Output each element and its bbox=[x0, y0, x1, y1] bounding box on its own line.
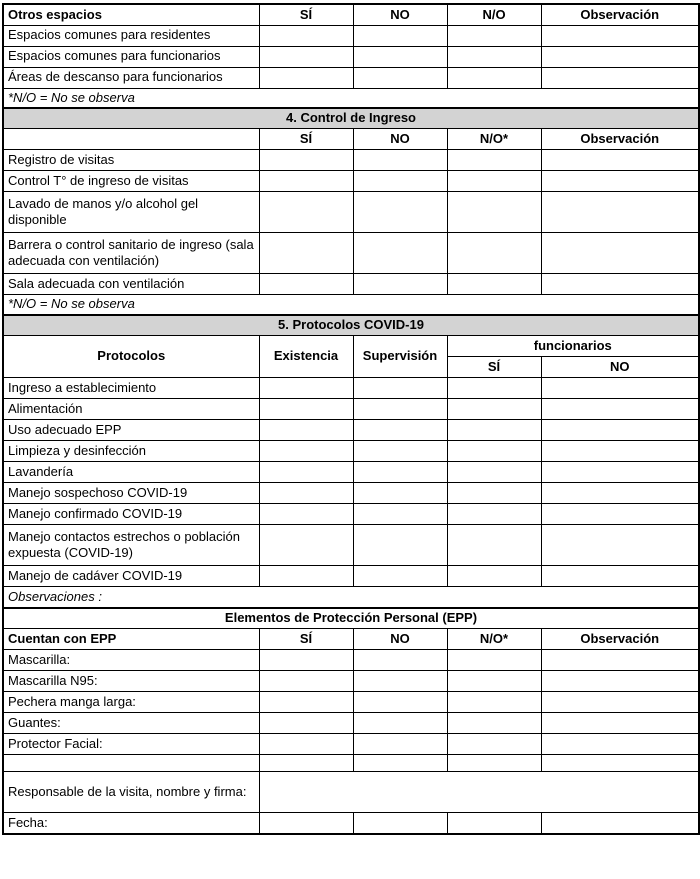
row-label: Manejo sospechoso COVID-19 bbox=[3, 483, 259, 504]
cell-funcionarios-no[interactable] bbox=[541, 462, 699, 483]
table-row bbox=[3, 378, 699, 399]
table-row bbox=[3, 171, 699, 192]
row-label: Uso adecuado EPP bbox=[3, 420, 259, 441]
cell-no[interactable] bbox=[353, 67, 447, 88]
row-label: Alimentación bbox=[3, 399, 259, 420]
table-row bbox=[3, 420, 699, 441]
cell-no[interactable] bbox=[353, 25, 447, 46]
cell-no-observa[interactable] bbox=[447, 67, 541, 88]
cell-no-observa[interactable] bbox=[447, 650, 541, 671]
row-label: Áreas de descanso para funcionarios bbox=[3, 67, 259, 88]
epp-header-label: Cuentan con EPP bbox=[3, 629, 259, 650]
signature-area[interactable] bbox=[259, 772, 699, 813]
cell-si[interactable] bbox=[259, 150, 353, 171]
table-row bbox=[3, 462, 699, 483]
table-row bbox=[3, 399, 699, 420]
cell-si[interactable] bbox=[259, 46, 353, 67]
cell-supervision[interactable] bbox=[353, 483, 447, 504]
table-row bbox=[3, 713, 699, 734]
otros-espacios-header-label: Otros espacios bbox=[3, 4, 259, 25]
row-label: Lavandería bbox=[3, 462, 259, 483]
cell-no-observa[interactable] bbox=[447, 233, 541, 274]
covid-inspection-form bbox=[2, 3, 700, 835]
table-row bbox=[3, 192, 699, 233]
cell-si[interactable] bbox=[259, 192, 353, 233]
cell-no[interactable] bbox=[353, 734, 447, 755]
fecha-cell[interactable] bbox=[259, 813, 353, 834]
empty-cell[interactable] bbox=[259, 755, 353, 772]
cell-existencia[interactable] bbox=[259, 504, 353, 525]
cell-observacion[interactable] bbox=[541, 46, 699, 67]
row-label: Sala adecuada con ventilación bbox=[3, 274, 259, 295]
col-header-no: NO bbox=[353, 4, 447, 25]
cell-observacion[interactable] bbox=[541, 734, 699, 755]
empty-cell[interactable] bbox=[353, 755, 447, 772]
table-row bbox=[3, 671, 699, 692]
fecha-label: Fecha: bbox=[3, 813, 259, 834]
cell-no[interactable] bbox=[353, 671, 447, 692]
cell-supervision[interactable] bbox=[353, 420, 447, 441]
cell-supervision[interactable] bbox=[353, 462, 447, 483]
cell-no-observa[interactable] bbox=[447, 692, 541, 713]
col-header-si: SÍ bbox=[259, 129, 353, 150]
table-row bbox=[3, 67, 699, 88]
empty-cell[interactable] bbox=[3, 755, 259, 772]
col-header-existencia: Existencia bbox=[259, 336, 353, 378]
cell-no-observa[interactable] bbox=[447, 274, 541, 295]
col-header-no-observa: N/O* bbox=[447, 129, 541, 150]
cell-funcionarios-no[interactable] bbox=[541, 504, 699, 525]
col-header-no: NO bbox=[353, 129, 447, 150]
cell-no-observa[interactable] bbox=[447, 671, 541, 692]
cell-no[interactable] bbox=[353, 692, 447, 713]
cell-si[interactable] bbox=[259, 233, 353, 274]
cell-observacion[interactable] bbox=[541, 274, 699, 295]
cell-supervision[interactable] bbox=[353, 441, 447, 462]
footnote-no-observa: *N/O = No se observa bbox=[3, 295, 699, 315]
cell-supervision[interactable] bbox=[353, 525, 447, 566]
col-header-supervision: Supervisión bbox=[353, 336, 447, 378]
cell-observacion[interactable] bbox=[541, 671, 699, 692]
cell-no-observa[interactable] bbox=[447, 46, 541, 67]
cell-funcionarios-si[interactable] bbox=[447, 441, 541, 462]
table-row bbox=[3, 692, 699, 713]
empty-cell[interactable] bbox=[353, 813, 447, 834]
table-row bbox=[3, 755, 699, 772]
row-label: Manejo contactos estrechos o población expuesta (COVID-19) bbox=[3, 525, 259, 566]
cell-funcionarios-si[interactable] bbox=[447, 420, 541, 441]
row-label: Espacios comunes para funcionarios bbox=[3, 46, 259, 67]
cell-observacion[interactable] bbox=[541, 67, 699, 88]
table-row bbox=[3, 772, 699, 813]
cell-observacion[interactable] bbox=[541, 171, 699, 192]
cell-no-observa[interactable] bbox=[447, 150, 541, 171]
row-label: Pechera manga larga: bbox=[3, 692, 259, 713]
cell-funcionarios-si[interactable] bbox=[447, 483, 541, 504]
col-header-observacion: Observación bbox=[541, 4, 699, 25]
row-label: Guantes: bbox=[3, 713, 259, 734]
table-row bbox=[3, 813, 699, 834]
cell-existencia[interactable] bbox=[259, 399, 353, 420]
cell-funcionarios-no[interactable] bbox=[541, 378, 699, 399]
cell-existencia[interactable] bbox=[259, 566, 353, 587]
table-row bbox=[3, 525, 699, 566]
cell-existencia[interactable] bbox=[259, 378, 353, 399]
table-row bbox=[3, 233, 699, 274]
cell-existencia[interactable] bbox=[259, 525, 353, 566]
cell-funcionarios-no[interactable] bbox=[541, 566, 699, 587]
cell-observacion[interactable] bbox=[541, 192, 699, 233]
empty-cell[interactable] bbox=[447, 755, 541, 772]
row-label: Mascarilla: bbox=[3, 650, 259, 671]
cell-no-observa[interactable] bbox=[447, 25, 541, 46]
row-label: Registro de visitas bbox=[3, 150, 259, 171]
row-label: Ingreso a establecimiento bbox=[3, 378, 259, 399]
cell-funcionarios-no[interactable] bbox=[541, 483, 699, 504]
table-row bbox=[3, 150, 699, 171]
cell-si[interactable] bbox=[259, 692, 353, 713]
cell-funcionarios-no[interactable] bbox=[541, 420, 699, 441]
empty-cell[interactable] bbox=[541, 755, 699, 772]
table-row bbox=[3, 274, 699, 295]
table-row bbox=[3, 504, 699, 525]
cell-funcionarios-si[interactable] bbox=[447, 525, 541, 566]
cell-funcionarios-si[interactable] bbox=[447, 504, 541, 525]
cell-existencia[interactable] bbox=[259, 462, 353, 483]
empty-cell[interactable] bbox=[541, 813, 699, 834]
cell-no-observa[interactable] bbox=[447, 192, 541, 233]
cell-funcionarios-no[interactable] bbox=[541, 399, 699, 420]
cell-no[interactable] bbox=[353, 713, 447, 734]
footnote-no-observa: *N/O = No se observa bbox=[3, 88, 699, 108]
row-label: Manejo confirmado COVID-19 bbox=[3, 504, 259, 525]
section-title-epp: Elementos de Protección Personal (EPP) bbox=[3, 608, 699, 629]
table-row bbox=[3, 441, 699, 462]
cell-supervision[interactable] bbox=[353, 566, 447, 587]
cell-funcionarios-si[interactable] bbox=[447, 378, 541, 399]
row-label: Mascarilla N95: bbox=[3, 671, 259, 692]
cell-si[interactable] bbox=[259, 67, 353, 88]
col-header-observacion: Observación bbox=[541, 629, 699, 650]
cell-observacion[interactable] bbox=[541, 713, 699, 734]
cell-observacion[interactable] bbox=[541, 233, 699, 274]
col-header-no: NO bbox=[353, 629, 447, 650]
col-header-si: SÍ bbox=[259, 629, 353, 650]
header-spacer-cell bbox=[3, 129, 259, 150]
cell-si[interactable] bbox=[259, 671, 353, 692]
col-header-funcionarios: funcionarios bbox=[447, 336, 699, 357]
row-label: Protector Facial: bbox=[3, 734, 259, 755]
cell-si[interactable] bbox=[259, 650, 353, 671]
cell-funcionarios-no[interactable] bbox=[541, 441, 699, 462]
cell-si[interactable] bbox=[259, 274, 353, 295]
cell-funcionarios-no[interactable] bbox=[541, 525, 699, 566]
col-header-funcionarios-no: NO bbox=[541, 357, 699, 378]
col-header-observacion: Observación bbox=[541, 129, 699, 150]
cell-no[interactable] bbox=[353, 46, 447, 67]
observaciones-field[interactable]: Observaciones : bbox=[3, 587, 699, 608]
col-header-no-observa: N/O* bbox=[447, 629, 541, 650]
cell-no-observa[interactable] bbox=[447, 171, 541, 192]
col-header-si: SÍ bbox=[259, 4, 353, 25]
cell-funcionarios-si[interactable] bbox=[447, 399, 541, 420]
cell-existencia[interactable] bbox=[259, 420, 353, 441]
row-label: Control T° de ingreso de visitas bbox=[3, 171, 259, 192]
cell-no[interactable] bbox=[353, 150, 447, 171]
cell-existencia[interactable] bbox=[259, 483, 353, 504]
cell-si[interactable] bbox=[259, 25, 353, 46]
cell-si[interactable] bbox=[259, 713, 353, 734]
cell-funcionarios-si[interactable] bbox=[447, 462, 541, 483]
table-row bbox=[3, 46, 699, 67]
section-title-protocolos: 5. Protocolos COVID-19 bbox=[3, 315, 699, 336]
cell-existencia[interactable] bbox=[259, 441, 353, 462]
cell-no[interactable] bbox=[353, 274, 447, 295]
row-label: Limpieza y desinfección bbox=[3, 441, 259, 462]
cell-si[interactable] bbox=[259, 171, 353, 192]
responsable-label: Responsable de la visita, nombre y firma: bbox=[3, 772, 259, 813]
cell-observacion[interactable] bbox=[541, 650, 699, 671]
cell-no[interactable] bbox=[353, 192, 447, 233]
cell-no-observa[interactable] bbox=[447, 734, 541, 755]
row-label: Barrera o control sanitario de ingreso (sala adecuada con ventilación) bbox=[3, 233, 259, 274]
row-label: Manejo de cadáver COVID-19 bbox=[3, 566, 259, 587]
empty-cell[interactable] bbox=[447, 813, 541, 834]
cell-supervision[interactable] bbox=[353, 504, 447, 525]
cell-funcionarios-si[interactable] bbox=[447, 566, 541, 587]
section-title-control-ingreso: 4. Control de Ingreso bbox=[3, 108, 699, 129]
cell-supervision[interactable] bbox=[353, 378, 447, 399]
cell-observacion[interactable] bbox=[541, 25, 699, 46]
col-header-funcionarios-si: SÍ bbox=[447, 357, 541, 378]
table-row bbox=[3, 650, 699, 671]
table-row bbox=[3, 483, 699, 504]
table-row bbox=[3, 734, 699, 755]
cell-no[interactable] bbox=[353, 171, 447, 192]
cell-no[interactable] bbox=[353, 233, 447, 274]
cell-observacion[interactable] bbox=[541, 150, 699, 171]
cell-supervision[interactable] bbox=[353, 399, 447, 420]
cell-no[interactable] bbox=[353, 650, 447, 671]
cell-no-observa[interactable] bbox=[447, 713, 541, 734]
col-header-no-observa: N/O bbox=[447, 4, 541, 25]
row-label: Lavado de manos y/o alcohol gel disponible bbox=[3, 192, 259, 233]
cell-observacion[interactable] bbox=[541, 692, 699, 713]
table-row bbox=[3, 25, 699, 46]
cell-si[interactable] bbox=[259, 734, 353, 755]
col-header-protocolos: Protocolos bbox=[3, 336, 259, 378]
row-label: Espacios comunes para residentes bbox=[3, 25, 259, 46]
table-row bbox=[3, 566, 699, 587]
